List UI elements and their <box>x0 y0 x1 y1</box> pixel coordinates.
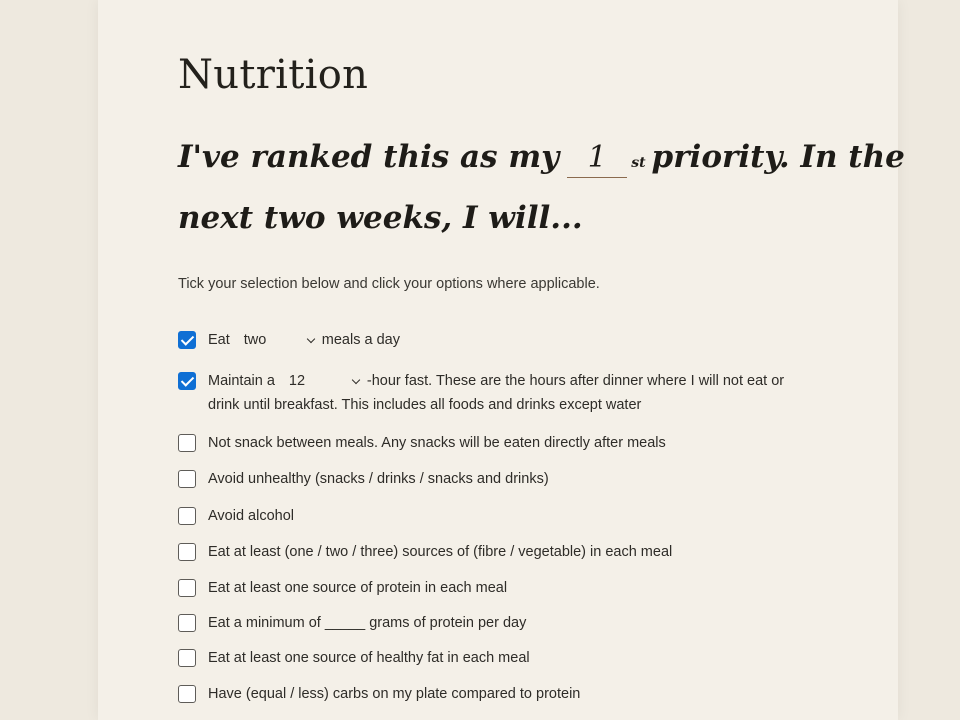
option-label: Eat at least (one / two / three) sources of (fibre / vegetable) in each meal <box>208 544 673 560</box>
chevron-down-icon <box>352 376 360 384</box>
option-label: Eat a minimum of _____ grams of protein per day <box>208 615 527 631</box>
option-label: Eat at least one source of healthy fat in each meal <box>208 650 530 666</box>
option-label <box>208 328 828 352</box>
fast-hours-value: 12 <box>288 373 306 389</box>
option-label-line2: drink until breakfast. This includes all foods and drinks except water <box>208 397 642 413</box>
option-checkbox[interactable] <box>178 331 196 349</box>
option-label: Have (equal / less) carbs on my plate compared to protein <box>208 686 581 702</box>
rank-suffix: st <box>631 155 646 171</box>
option-checkbox[interactable] <box>178 579 196 597</box>
option-label <box>208 369 828 417</box>
option-label: Avoid alcohol <box>208 508 294 524</box>
meals-count-select[interactable] <box>236 328 316 352</box>
commitment-statement <box>178 130 905 246</box>
option-label: Avoid unhealthy (snacks / drinks / snacks and drinks) <box>208 471 549 487</box>
option-checkbox[interactable] <box>178 470 196 488</box>
chevron-down-icon <box>307 335 315 343</box>
option-checkbox[interactable] <box>178 649 196 667</box>
option-label: Not snack between meals. Any snacks will be eaten directly after meals <box>208 435 666 451</box>
option-label-pre: Eat <box>208 332 230 348</box>
option-label-post: -hour fast. These are the hours after dinner where I will not eat or <box>366 373 785 389</box>
page-title: Nutrition <box>178 52 369 98</box>
option-checkbox[interactable] <box>178 685 196 703</box>
option-label-post: meals a day <box>321 332 400 348</box>
commitment-text-after: priority. In the <box>651 139 905 175</box>
option-checkbox[interactable] <box>178 372 196 390</box>
option-checkbox[interactable] <box>178 434 196 452</box>
fast-hours-select[interactable] <box>281 369 361 393</box>
option-checkbox[interactable] <box>178 507 196 525</box>
option-label-pre: Maintain a <box>208 373 275 389</box>
option-label: Eat at least one source of protein in each meal <box>208 580 508 596</box>
commitment-text-line2: next two weeks, I will... <box>178 200 583 236</box>
priority-rank-input[interactable] <box>567 138 627 178</box>
meals-count-value: two <box>243 332 267 348</box>
option-checkbox[interactable] <box>178 614 196 632</box>
form-card <box>98 0 905 720</box>
option-checkbox[interactable] <box>178 543 196 561</box>
instructions-text: Tick your selection below and click your options where applicable. <box>178 276 600 292</box>
commitment-text-before: I've ranked this as my <box>178 139 560 175</box>
